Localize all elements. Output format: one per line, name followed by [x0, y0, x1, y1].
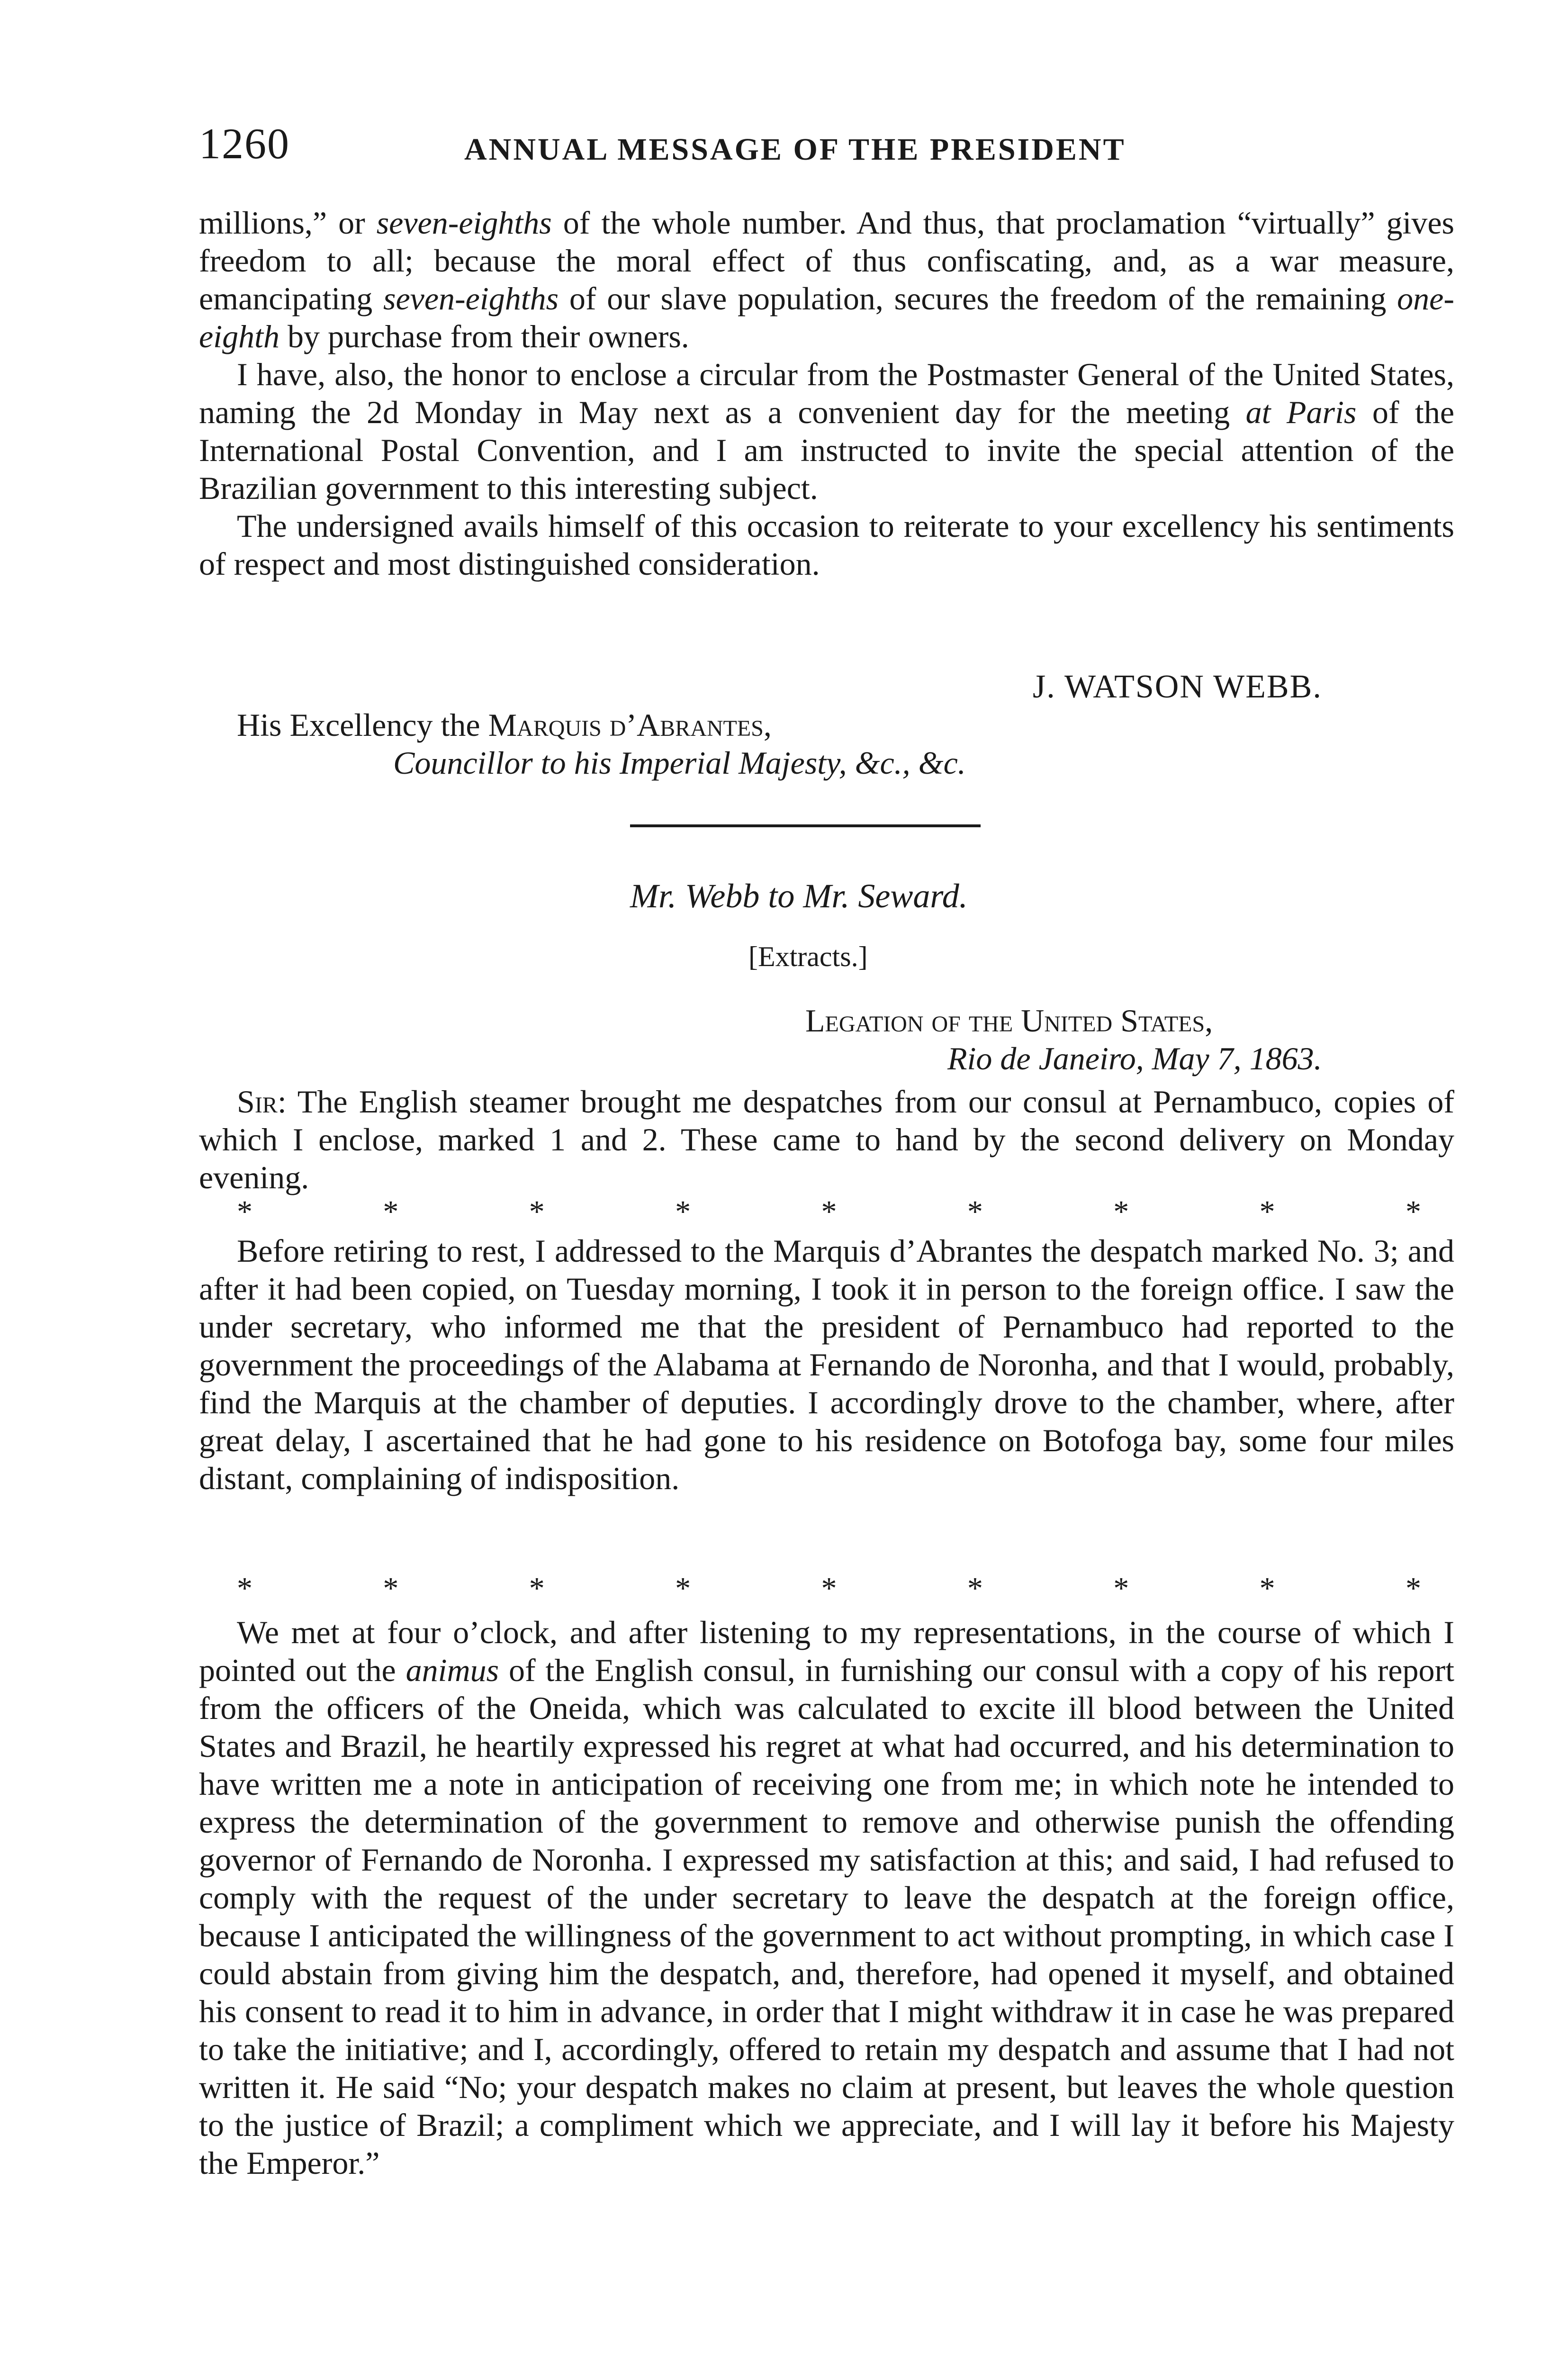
letter2-paragraph-3: [199, 1613, 1454, 2182]
star: *: [529, 1194, 545, 1229]
signature: J. WATSON WEBB.: [1033, 669, 1322, 705]
star: *: [1406, 1194, 1421, 1229]
extracts-note: [Extracts.]: [748, 941, 868, 972]
text-run: of the International Postal Convention, and I am instructed to invite the special attention of the Brazilian government to this interesting subject.: [199, 394, 1455, 506]
star: *: [383, 1571, 399, 1606]
star: *: [1113, 1571, 1129, 1606]
text-run: of the whole number. And thus, that proclamation “virtually” gives freedom to all; because the moral effect of thus confiscating, and, as a war measure, emancipating: [199, 205, 1454, 316]
ellipsis-stars: [237, 1194, 1421, 1230]
addressee-title: Councillor to his Imperial Majesty, &c., &c.: [393, 745, 966, 781]
dateline-organization: Legation of the United States,: [805, 1003, 1213, 1039]
star: *: [529, 1571, 545, 1606]
star: *: [1406, 1571, 1421, 1606]
star: *: [675, 1194, 691, 1229]
letter1-paragraph-2: [199, 355, 1454, 507]
letter2-paragraph-1: [199, 1083, 1454, 1196]
italic-text: seven-eighths: [383, 280, 559, 316]
star: *: [675, 1571, 691, 1606]
italic-text: seven-eighths: [376, 205, 552, 241]
addressee-prefix: His Excellency the: [237, 707, 488, 743]
section-divider: [630, 824, 981, 827]
dateline-place: Rio de Janeiro, May 7, 1863.: [947, 1040, 1322, 1076]
letter1-body: [199, 204, 1454, 583]
ellipsis-stars: [237, 1571, 1421, 1607]
star: *: [383, 1194, 399, 1229]
text-run: of the English consul, in furnishing our consul with a copy of his report from the officers of the Oneida, which was calculated to excite ill blood between the United States and Brazil, he heartily expressed his regret at what had occurred, and his determination to have written me a note in anticipation of receiving one from me; in which note he intended to express the determination of the government to remove and otherwise punish the offending governor of Fernando de Noronha. I expressed my satisfaction at this; and said, I had refused to comply with the request of the under secretary to leave the despatch at the foreign office, because I anticipated the willingness of the government to act without prompting, in which case I could abstain from giving him the despatch, and, therefore, had opened it myself, and obtained his consent to read it to him in advance, in order that I might withdraw it in case he was prepared to take the initiative; and I, accordingly, offered to retain my despatch and assume that I had not written it. He said “No; your despatch makes no claim at present, but leaves the whole question to the justice of Brazil; a compliment which we appreciate, and I will lay it before his Majesty the Emperor.”: [199, 1652, 1454, 2181]
letter2-body-1: [199, 1083, 1454, 1196]
letter2-body-3: [199, 1613, 1454, 2182]
page-header: [199, 118, 1478, 171]
star: *: [1113, 1194, 1129, 1229]
text-run: millions,” or: [199, 205, 377, 241]
star: *: [237, 1194, 252, 1229]
star: *: [821, 1194, 837, 1229]
italic-text: at Paris: [1245, 394, 1357, 430]
salutation: Sir: [237, 1084, 278, 1120]
italic-text: one-eighth: [199, 280, 1454, 354]
letter2-body-2: [199, 1232, 1454, 1497]
star: *: [821, 1571, 837, 1606]
star: *: [1259, 1194, 1275, 1229]
star: *: [237, 1571, 252, 1606]
addressee-block: [237, 706, 966, 782]
letter1-paragraph-1: [199, 204, 1454, 355]
text-run: I have, also, the honor to enclose a circular from the Postmaster General of the United States, naming the 2d Monday in May next as a convenient day for the meeting: [199, 356, 1454, 430]
italic-text: animus: [406, 1652, 499, 1688]
addressee-line: [237, 706, 966, 744]
letter2-paragraph-2: Before retiring to rest, I addressed to the Marquis d’Abrantes the despatch marked No. 3; and after it had been copied, on Tuesday morning, I took it in person to the foreign office. I saw the under secretary, who informed me that the president of Pernambuco had reported to the government the proceedings of the Alabama at Fernando de Noronha, and that I would, probably, find the Marquis at the chamber of deputies. I accordingly drove to the chamber, where, after great delay, I ascertained that he had gone to his residence on Botofoga bay, some four miles distant, complaining of indisposition.: [199, 1233, 1454, 1496]
letter2-title: Mr. Webb to Mr. Seward.: [630, 877, 968, 915]
running-head: ANNUAL MESSAGE OF THE PRESIDENT: [464, 132, 1126, 167]
letter2-paragraph-1-text: : The English steamer brought me despatches from our consul at Pernambuco, copies of which I enclose, marked 1 and 2. These came to hand by the second delivery on Monday evening.: [199, 1084, 1454, 1195]
letter1-paragraph-3: The undersigned avails himself of this occasion to reiterate to your excellency his sentiments of respect and most distinguished consideration.: [199, 508, 1454, 582]
text-run: of our slave population, secures the freedom of the remaining: [559, 280, 1397, 316]
text-run: by purchase from their owners.: [279, 318, 689, 354]
star: *: [967, 1194, 983, 1229]
star: *: [967, 1571, 983, 1606]
page-number: 1260: [199, 119, 290, 168]
text-run: We met at four o’clock, and after listening to my representations, in the course of which I pointed out the: [199, 1614, 1454, 1688]
addressee-name: Marquis d’Abrantes,: [488, 707, 772, 743]
star: *: [1259, 1571, 1275, 1606]
